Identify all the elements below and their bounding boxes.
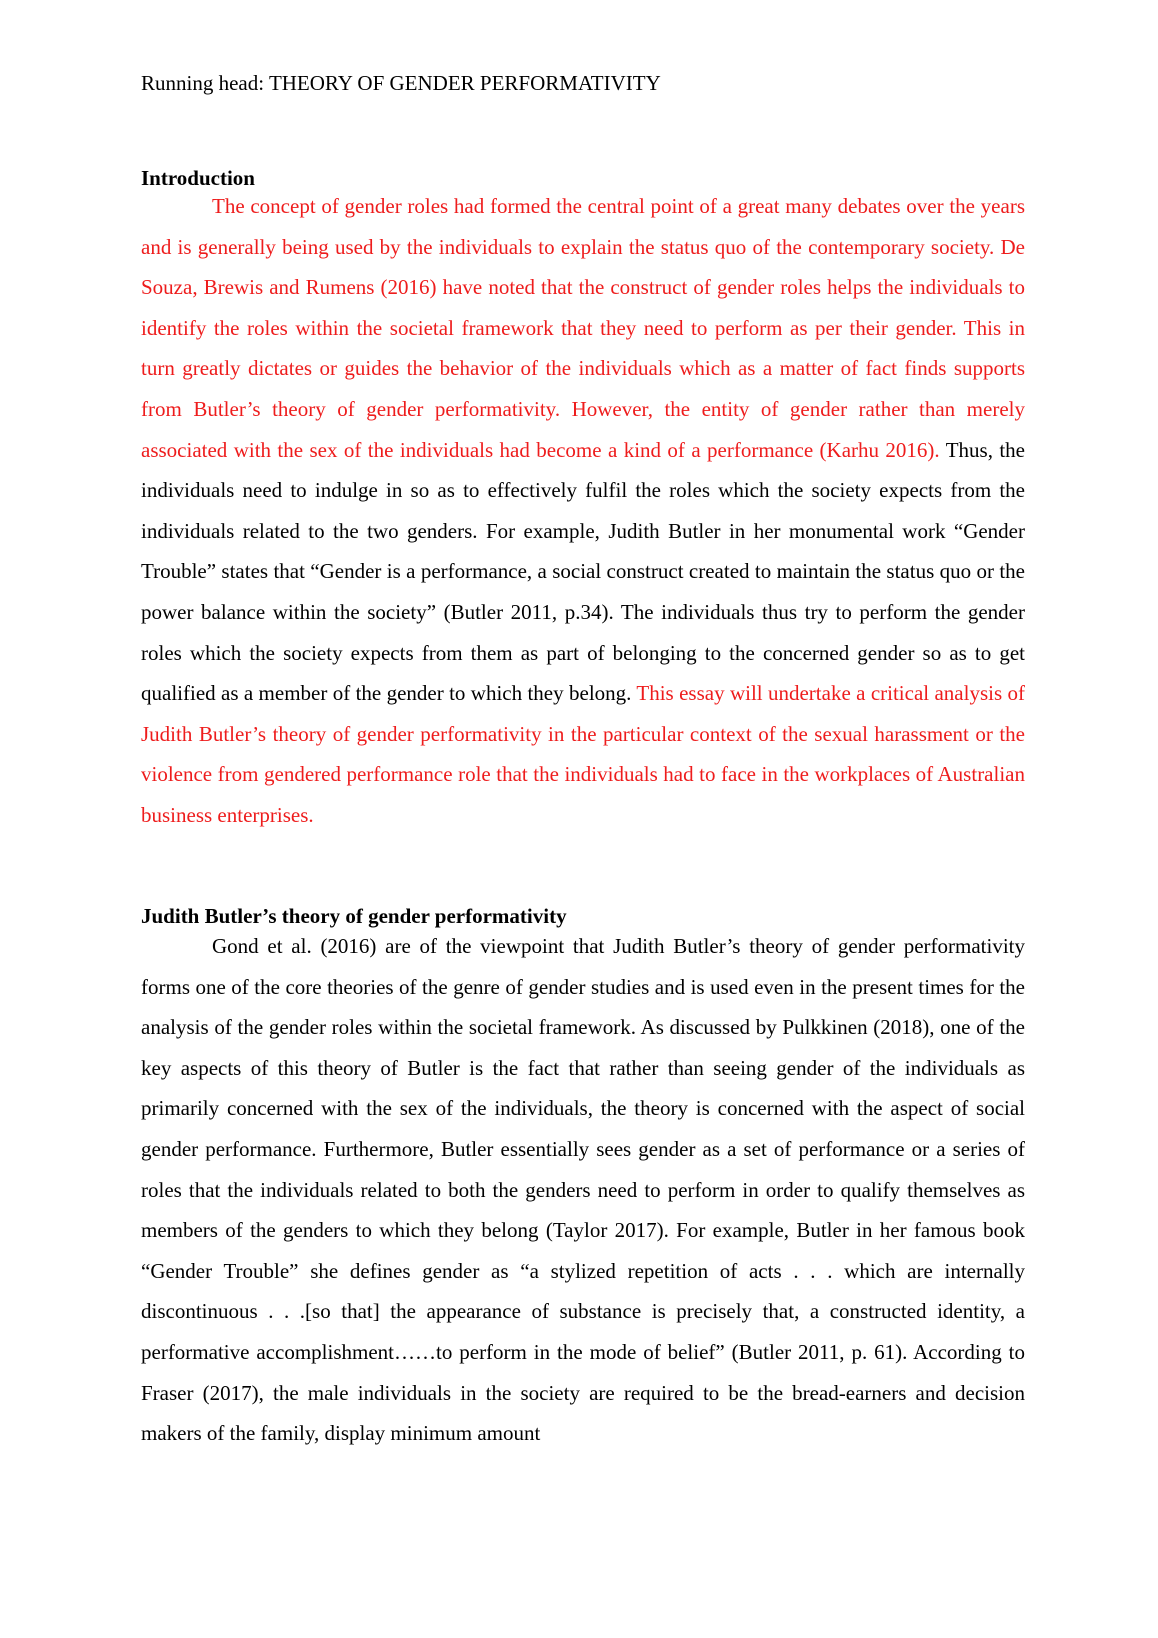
intro-black-segment: Thus, the individuals need to indulge in so as to effectively fulfil the roles which the society expects from the individuals related to the two genders. For example, Judith Butler in her monumental work “Gender Trouble” states that “Gender is a performance, a social construct created to maintain the status quo or the power balance within the society” (Butler 2011, p.34). The individuals thus try to perform the gender roles which the society expects from them as part of belonging to the concerned gender so as to get qualified as a member of the gender to which they belong. <box>141 437 1025 706</box>
introduction-heading: Introduction <box>141 166 255 190</box>
butler-theory-paragraph: Gond et al. (2016) are of the viewpoint that Judith Butler’s theory of gender performativity forms one of the core theories of the genre of gender studies and is used even in the present times for the analysis of the gender roles within the societal framework. As discussed by Pulkkinen (2018), one of the key aspects of this theory of Butler is the fact that rather than seeing gender of the individuals as primarily concerned with the sex of the individuals, the theory is concerned with the aspect of social gender performance. Furthermore, Butler essentially sees gender as a set of performance or a series of roles that the individuals related to both the genders need to perform in order to qualify themselves as members of the genders to which they belong (Taylor 2017). For example, Butler in her famous book “Gender Trouble” she defines gender as “a stylized repetition of acts . . . which are internally discontinuous . . .[so that] the appearance of substance is precisely that, a constructed identity, a performative accomplishment……to perform in the mode of belief” (Butler 2011, p. 61). According to Fraser (2017), the male individuals in the society are required to be the bread-earners and decision makers of the family, display minimum amount <box>141 934 1025 1446</box>
intro-red-segment-2: This essay will undertake a critical analysis of Judith Butler’s theory of gender performativity in the particular context of the sexual harassment or the violence from gendered performance role that the individuals had to face in the workplaces of Australian business enterprises. <box>141 681 1025 827</box>
introduction-paragraph <box>141 186 1025 836</box>
running-head: Running head: THEORY OF GENDER PERFORMATIVITY <box>141 71 661 95</box>
butler-theory-heading: Judith Butler’s theory of gender performativity <box>141 904 567 928</box>
intro-red-segment-1: The concept of gender roles had formed the central point of a great many debates over the years and is generally being used by the individuals to explain the status quo of the contemporary society. De Souza, Brewis and Rumens (2016) have noted that the construct of gender roles helps the individuals to identify the roles within the societal framework that they need to perform as per their gender. This in turn greatly dictates or guides the behavior of the individuals which as a matter of fact finds supports from Butler’s theory of gender performativity. However, the entity of gender rather than merely associated with the sex of the individuals had become a kind of a performance (Karhu 2016). <box>141 194 1025 462</box>
